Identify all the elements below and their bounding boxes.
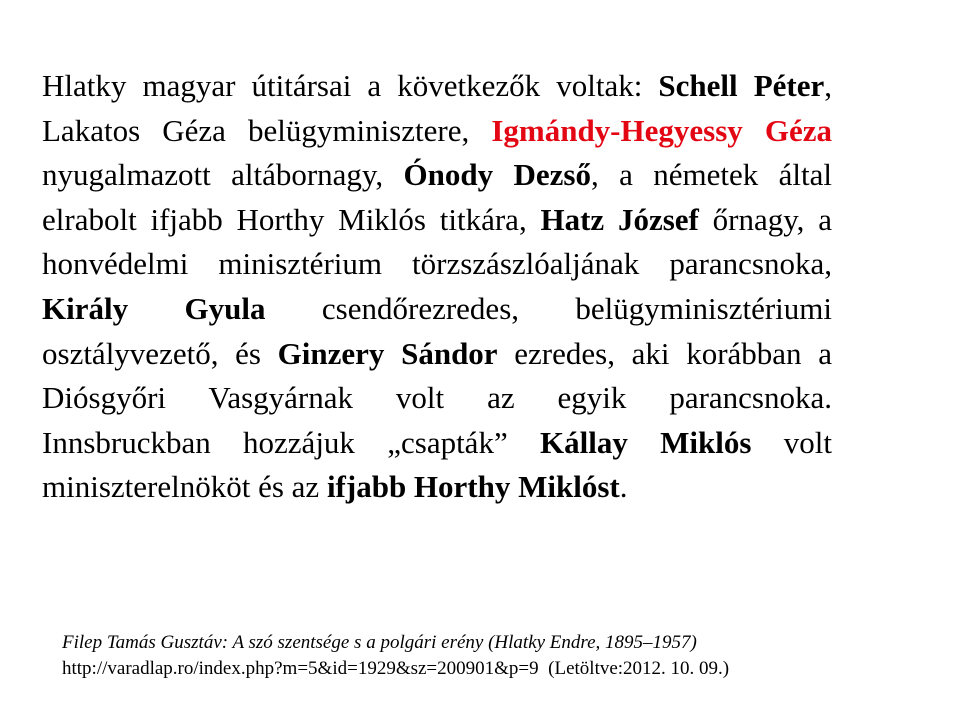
paragraph-text: Hlatky magyar útitársai a következők voltak: — [42, 68, 659, 103]
person-name-horthy: ifjabb Horthy Miklóst — [326, 469, 620, 505]
person-name-kiraly: Király Gyula — [42, 290, 266, 326]
person-name-schell: Schell Péter — [658, 68, 825, 103]
person-name-kallay: Kállay Miklós — [540, 424, 752, 460]
source-reference — [62, 630, 922, 682]
main-paragraph — [42, 64, 832, 510]
retrieved-date: (Letöltve:2012. 10. 09.) — [548, 658, 730, 679]
paragraph-text: ezredes, aki korábban a Diósgyőri Vasgyárnak volt az egyik parancsnoka. Innsbruckban hozzájuk „csapták” — [42, 335, 832, 460]
paragraph-text: volt miniszterelnököt és az — [42, 424, 832, 505]
paragraph-text: őrnagy, a honvédelmi minisztérium törzszászlóaljának parancsnoka, — [42, 201, 832, 282]
paragraph-text: , Lakatos Géza belügyminisztere, — [42, 68, 832, 148]
person-name-onody: Ónody Dezső — [403, 157, 591, 193]
paragraph-text: csendőrezredes, belügyminisztériumi osztályvezető, és — [42, 290, 832, 371]
source-url[interactable]: http://varadlap.ro/index.php?m=5&id=1929&sz=200901&p=9 — [62, 658, 539, 679]
paragraph-text: , a németek által elrabolt ifjabb Horthy Miklós titkára, — [42, 157, 832, 237]
source-citation: Filep Tamás Gusztáv: A szó szentsége s a polgári erény (Hlatky Endre, 1895–1957) — [62, 632, 697, 653]
person-name-igmandy-hegyessy: Igmándy-Hegyessy Géza — [491, 112, 832, 148]
paragraph-text: nyugalmazott altábornagy, — [42, 157, 404, 193]
person-name-hatz: Hatz József — [540, 201, 699, 237]
source-link-line — [62, 656, 922, 682]
person-name-ginzery: Ginzery Sándor — [277, 335, 498, 371]
paragraph-text: . — [619, 469, 628, 505]
